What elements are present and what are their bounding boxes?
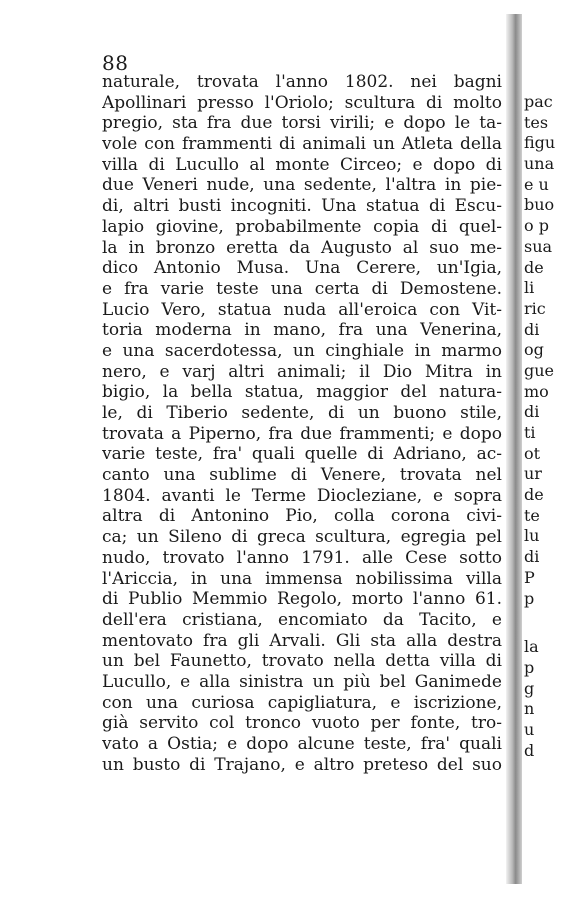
text-line: naturale, trovata l'anno 1802. nei bagni bbox=[102, 72, 502, 92]
text-line: vato a Ostia; e dopo alcune teste, fra' quali bbox=[102, 734, 502, 754]
facing-line bbox=[524, 609, 564, 637]
facing-line: d bbox=[524, 740, 535, 760]
text-line: già servito col tronco vuoto per fonte, tro- bbox=[102, 713, 502, 734]
facing-line: di bbox=[524, 402, 540, 422]
facing-line: sua bbox=[524, 236, 553, 256]
text-line: ca; un Sileno di greca scultura, egregia pel bbox=[102, 527, 502, 548]
facing-line: o p bbox=[524, 216, 549, 236]
text-line: vole con frammenti di animali un Atleta della bbox=[102, 134, 502, 155]
facing-line: te bbox=[524, 505, 540, 525]
facing-line: p bbox=[524, 657, 535, 677]
facing-line: P bbox=[524, 567, 535, 587]
text-line: e fra varie teste una certa di Demostene. bbox=[102, 278, 502, 299]
facing-line: n bbox=[524, 699, 535, 719]
facing-line: lu bbox=[524, 526, 540, 546]
facing-line: ot bbox=[524, 443, 541, 463]
facing-line: figu bbox=[524, 133, 556, 153]
text-line: un busto di Trajano, e altro preteso del suo bbox=[102, 754, 502, 775]
facing-line: de bbox=[524, 257, 544, 277]
facing-line: ric bbox=[524, 298, 546, 318]
text-line: bigio, la bella statua, maggior del natura- bbox=[102, 382, 502, 403]
text-line: dico Antonio Musa. Una Cerere, un'Igia, bbox=[102, 258, 502, 279]
text-line: trovata a Piperno, fra due frammenti; e dopo bbox=[102, 423, 502, 444]
text-line: pregio, sta fra due torsi virili; e dopo le ta- bbox=[102, 113, 502, 134]
facing-line: de bbox=[524, 485, 544, 505]
text-line: altra di Antonino Pio, colla corona civi- bbox=[102, 506, 502, 527]
facing-line: buo bbox=[524, 195, 555, 215]
facing-line: g bbox=[524, 678, 535, 698]
text-line: 1804. avanti le Terme Diocleziane, e sopra bbox=[102, 485, 502, 506]
text-line: l'Ariccia, in una immensa nobilissima villa bbox=[102, 568, 502, 589]
facing-line: og bbox=[524, 340, 544, 360]
text-line: canto una sublime di Venere, trovata nel bbox=[102, 465, 502, 486]
text-line: e una sacerdotessa, un cinghiale in marmo bbox=[102, 340, 502, 361]
text-line: due Veneri nude, una sedente, l'altra in pie- bbox=[102, 175, 502, 196]
facing-line: gue bbox=[524, 360, 555, 380]
facing-line: p bbox=[524, 588, 535, 608]
facing-line: mo bbox=[524, 381, 549, 401]
facing-line: li bbox=[524, 278, 535, 298]
text-line: le, di Tiberio sedente, di un buono stile, bbox=[102, 403, 502, 423]
text-line: dell'era cristiana, encomiato da Tacito, e bbox=[102, 609, 502, 630]
text-line: lapio giovine, probabilmente copia di quel- bbox=[102, 216, 502, 237]
text-line: di, altri busti incogniti. Una statua di Escu- bbox=[102, 196, 502, 217]
text-line: nero, e varj altri animali; il Dio Mitra in bbox=[102, 361, 502, 382]
body-text bbox=[102, 72, 502, 775]
text-line: villa di Lucullo al monte Circeo; e dopo di bbox=[102, 154, 502, 175]
text-line: con una curiosa capigliatura, e iscrizione, bbox=[102, 692, 502, 713]
facing-line: di bbox=[524, 547, 540, 567]
facing-line: tes bbox=[524, 112, 549, 132]
text-line: mentovato fra gli Arvali. Gli sta alla destra bbox=[102, 630, 502, 651]
text-line: Lucio Vero, statua nuda all'eroica con Vit- bbox=[102, 299, 502, 320]
facing-line: di bbox=[524, 319, 540, 339]
facing-line: ur bbox=[524, 464, 542, 484]
facing-line: ti bbox=[524, 423, 536, 442]
text-line: nudo, trovato l'anno 1791. alle Cese sotto bbox=[102, 547, 502, 568]
text-line: toria moderna in mano, fra una Venerina, bbox=[102, 320, 502, 341]
page-number: 88 bbox=[102, 51, 129, 75]
text-line: un bel Faunetto, trovato nella detta villa di bbox=[102, 651, 502, 672]
facing-line: pac bbox=[524, 92, 553, 111]
facing-line: una bbox=[524, 154, 555, 174]
text-line: la in bronzo eretta da Augusto al suo me- bbox=[102, 237, 502, 258]
text-line: Apollinari presso l'Oriolo; scultura di molto bbox=[102, 92, 502, 113]
text-line: Lucullo, e alla sinistra un più bel Ganimede bbox=[102, 671, 502, 692]
text-line: di Publio Memmio Regolo, morto l'anno 61. bbox=[102, 589, 502, 610]
facing-page-fragment bbox=[524, 92, 564, 761]
text-line: varie teste, fra' quali quelle di Adriano, ac- bbox=[102, 444, 502, 465]
facing-line: u bbox=[524, 719, 535, 739]
facing-line: la bbox=[524, 637, 539, 657]
facing-line: e u bbox=[524, 174, 549, 194]
book-gutter bbox=[506, 14, 522, 884]
